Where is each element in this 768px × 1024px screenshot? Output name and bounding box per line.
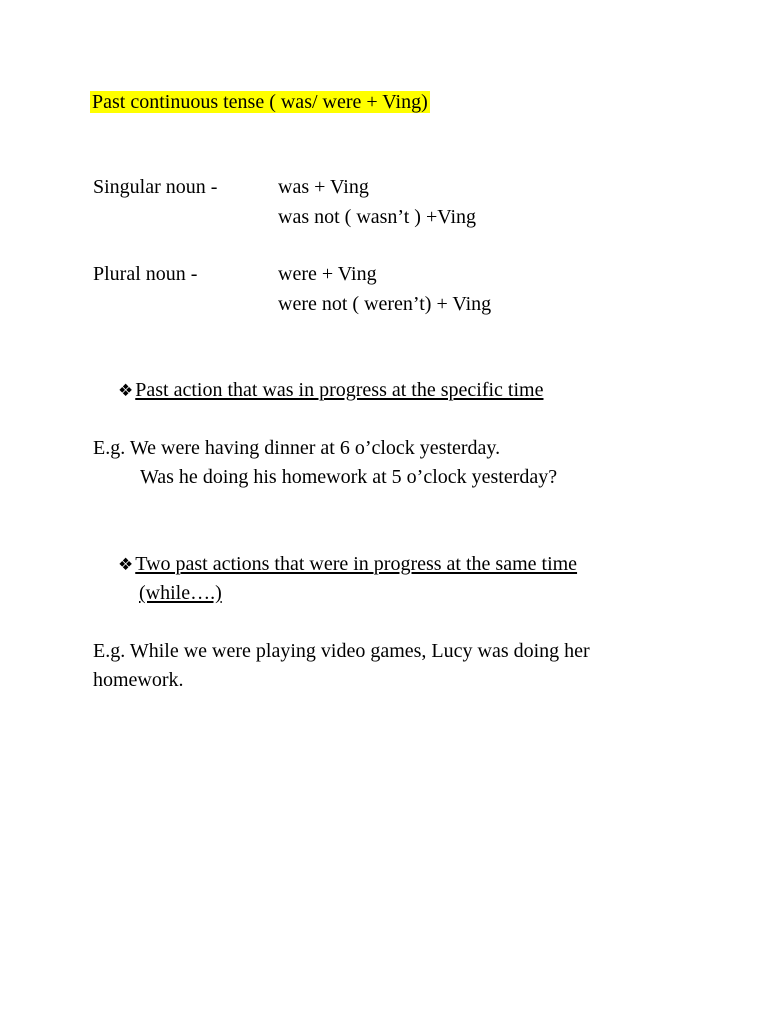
section2-heading-line2 xyxy=(139,581,222,605)
singular-form-positive: was + Ving xyxy=(278,176,369,198)
title-line xyxy=(90,90,430,114)
section1-example-1: E.g. We were having dinner at 6 o’clock yesterday. xyxy=(93,437,501,459)
section2-heading: Two past actions that were in progress at the same time xyxy=(135,553,578,575)
plural-form-positive: were + Ving xyxy=(278,263,377,285)
singular-form-negative: was not ( wasn’t ) +Ving xyxy=(278,206,477,228)
section1-heading-line xyxy=(118,378,543,403)
section2-example-1: E.g. While we were playing video games, Lucy was doing her xyxy=(93,640,590,662)
section1-example-2: Was he doing his homework at 5 o’clock yesterday? xyxy=(140,466,558,488)
section2-example-2: homework. xyxy=(93,669,184,691)
section2-heading-line xyxy=(118,552,577,577)
page-title: Past continuous tense ( was/ were + Ving) xyxy=(92,91,428,113)
bullet-diamond-icon: ❖ xyxy=(118,555,134,575)
plural-form-negative: were not ( weren’t) + Ving xyxy=(278,293,492,315)
plural-label: Plural noun - xyxy=(93,263,198,285)
bullet-diamond-icon: ❖ xyxy=(118,381,134,401)
singular-label: Singular noun - xyxy=(93,176,218,198)
section1-heading: Past action that was in progress at the specific time xyxy=(135,379,544,401)
section2-heading-continued: (while….) xyxy=(139,582,222,604)
